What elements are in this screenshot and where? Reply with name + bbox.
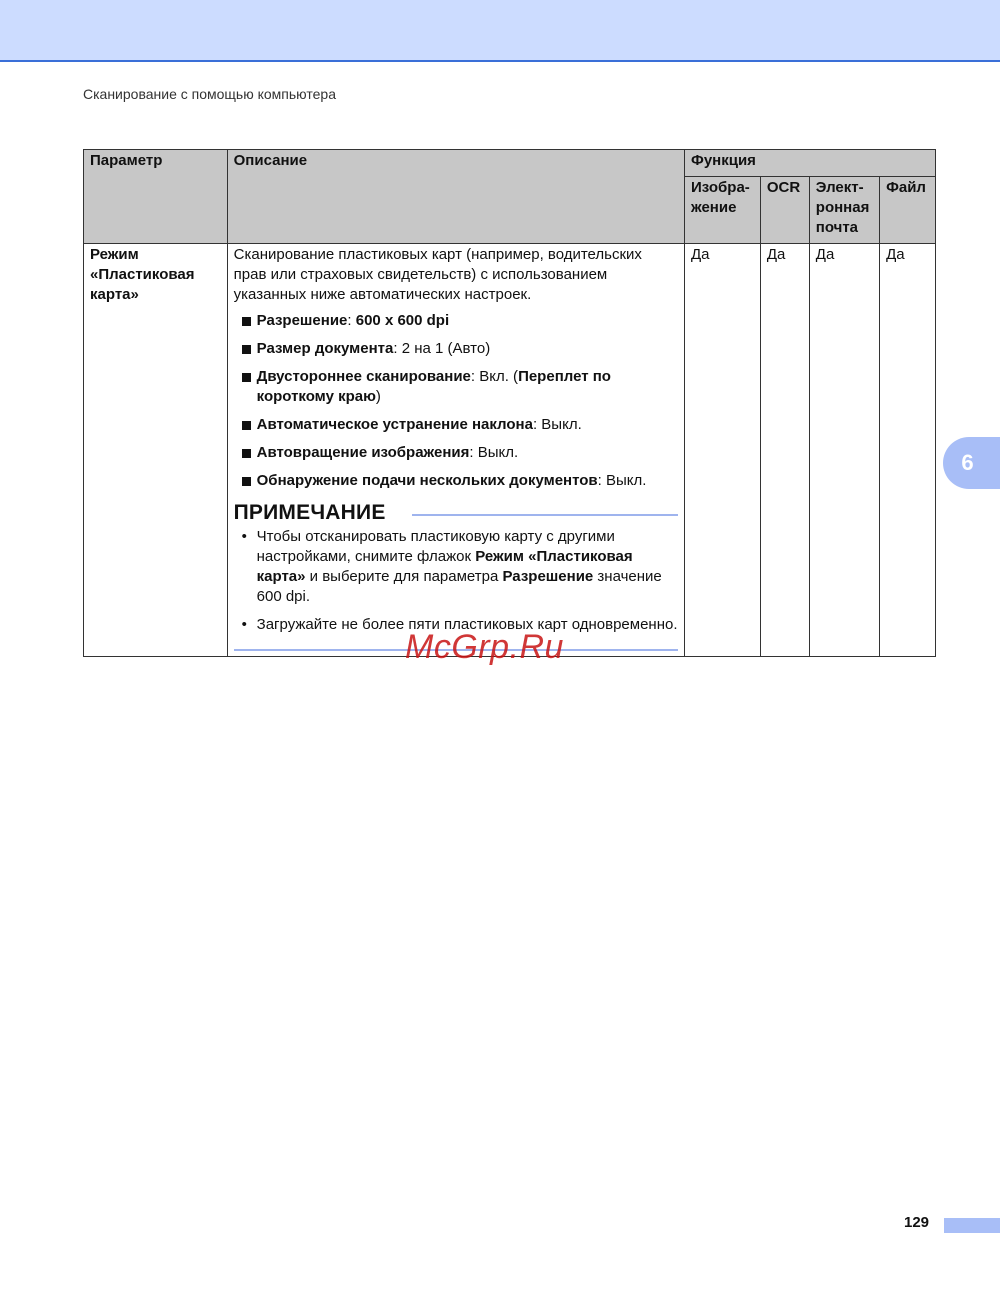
- setting-label: Двустороннее сканирование: [256, 368, 471, 385]
- header-parameter: Параметр: [84, 150, 228, 244]
- note-title: ПРИМЕЧАНИЕ: [233, 501, 386, 524]
- bullet-icon: •: [241, 616, 247, 633]
- cell-description: [227, 244, 684, 657]
- setting-label: Автоматическое устранение наклона: [256, 416, 533, 433]
- square-bullet-icon: [242, 421, 251, 430]
- setting-separator: :: [393, 340, 402, 357]
- setting-label: Обнаружение подачи нескольких документов: [256, 472, 598, 489]
- setting-label: Размер документа: [256, 340, 394, 357]
- setting-value-end: ): [375, 388, 381, 405]
- list-item: [234, 527, 678, 607]
- setting-value-bold: Переплет по короткому краю: [256, 368, 611, 405]
- list-item: [234, 367, 678, 407]
- square-bullet-icon: [242, 345, 251, 354]
- cell-file: Да: [880, 244, 936, 657]
- square-bullet-icon: [242, 317, 251, 326]
- square-bullet-icon: [242, 373, 251, 382]
- setting-separator: :: [469, 444, 478, 461]
- square-bullet-icon: [242, 477, 251, 486]
- cell-ocr: Да: [760, 244, 809, 657]
- header-image: Изобра- жение: [685, 177, 761, 244]
- list-item: [234, 443, 678, 463]
- setting-separator: :: [347, 312, 356, 329]
- square-bullet-icon: [242, 449, 251, 458]
- cell-image: Да: [685, 244, 761, 657]
- running-header: Сканирование с помощью компьютера: [83, 86, 336, 102]
- header-ocr: OCR: [760, 177, 809, 244]
- cell-email: Да: [809, 244, 879, 657]
- note-text: и выберите для параметра: [305, 568, 503, 585]
- note-divider: [412, 514, 678, 516]
- list-item: [234, 415, 678, 435]
- watermark: McGrp.Ru: [405, 628, 564, 666]
- setting-value: Выкл.: [477, 444, 519, 461]
- header-email: Элект- ронная почта: [809, 177, 879, 244]
- note-list: [234, 527, 678, 635]
- list-item: [234, 339, 678, 359]
- note-bold: Режим «Пластиковая карта»: [256, 548, 633, 585]
- note-text: значение 600 dpi.: [256, 568, 662, 605]
- header-description: Описание: [227, 150, 684, 244]
- setting-value: Выкл.: [601, 472, 647, 489]
- table-row: [84, 244, 936, 657]
- note-text: Загружайте не более пяти пластиковых карт одновременно.: [256, 616, 678, 633]
- table-header-row: [84, 150, 936, 177]
- top-band: [0, 0, 1000, 62]
- setting-label: Разрешение: [256, 312, 348, 329]
- list-item: [234, 471, 678, 491]
- setting-value: 600 x 600 dpi: [355, 312, 450, 329]
- setting-separator: :: [532, 416, 542, 433]
- settings-list: [234, 311, 678, 491]
- setting-separator: :: [597, 472, 602, 489]
- page-number: 129: [904, 1214, 930, 1231]
- note-bold: Разрешение: [502, 568, 594, 585]
- bullet-icon: •: [241, 528, 247, 545]
- parameters-table: [83, 149, 936, 657]
- cell-parameter: Режим «Пластиковая карта»: [84, 244, 228, 657]
- list-item: [234, 311, 678, 331]
- description-intro: Сканирование пластиковых карт (например, водительских прав или страховых свидетельств) с использованием указанных ниже автоматических настроек.: [233, 246, 642, 303]
- chapter-tab: 6: [943, 437, 1000, 489]
- header-function: Функция: [685, 150, 936, 177]
- setting-value: Выкл.: [541, 416, 582, 433]
- header-file: Файл: [880, 177, 936, 244]
- setting-separator: :: [470, 368, 480, 385]
- setting-label: Автовращение изображения: [256, 444, 470, 461]
- setting-value: Вкл. (: [479, 368, 519, 385]
- note-title-row: [234, 503, 678, 523]
- note-text: Чтобы отсканировать пластиковую карту с другими настройками, снимите флажок: [256, 528, 615, 565]
- setting-value: 2 на 1 (Авто): [401, 340, 491, 357]
- page-number-bar: [944, 1218, 1000, 1233]
